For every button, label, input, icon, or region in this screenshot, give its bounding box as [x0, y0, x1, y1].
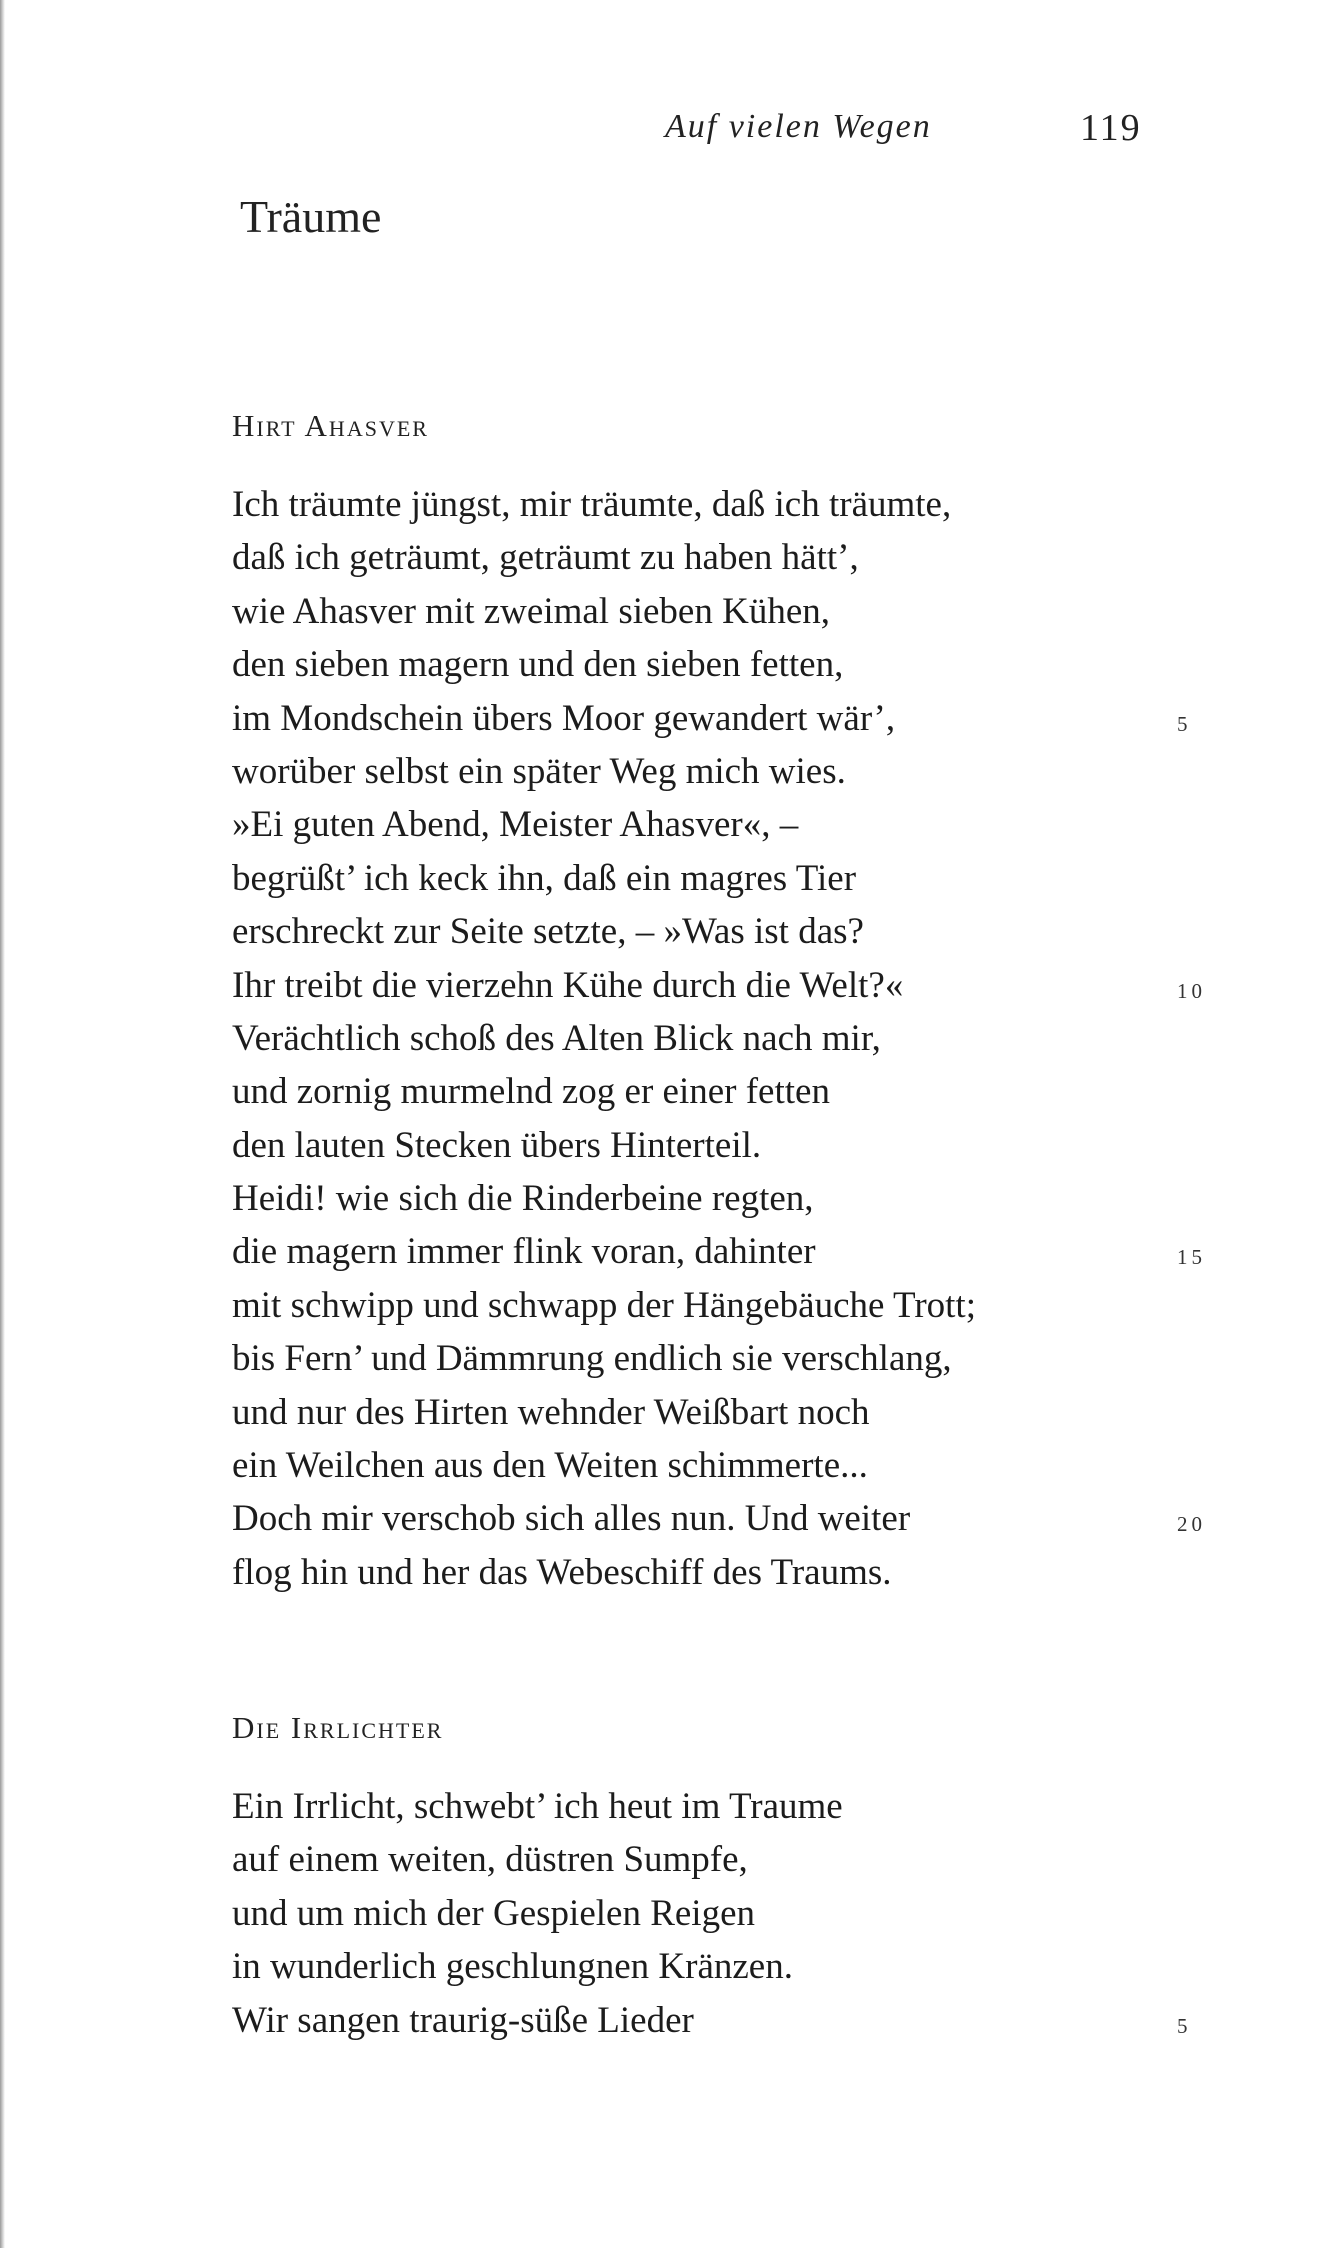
verse-line: [232, 638, 1232, 691]
verse-text: Wir sangen traurig-süße Lieder: [232, 1999, 694, 2041]
verse-text: worüber selbst ein später Weg mich wies.: [232, 750, 846, 792]
page-number: 119: [1080, 107, 1142, 149]
verse-list: [232, 478, 1232, 1599]
verse-line: [232, 1332, 1232, 1385]
verse-text: im Mondschein übers Moor gewandert wär’,: [232, 697, 896, 739]
verse-text: den lauten Stecken übers Hinterteil.: [232, 1124, 762, 1166]
page-edge: [0, 0, 5, 2248]
verse-text: und zornig murmelnd zog er einer fetten: [232, 1071, 830, 1113]
verse-line: [232, 585, 1232, 638]
verse-text: und nur des Hirten wehnder Weißbart noch: [232, 1391, 870, 1433]
verse-line: [232, 1887, 1232, 1940]
line-number: 5: [1177, 2013, 1192, 2038]
verse-line: [232, 798, 1232, 851]
verse-text: in wunderlich geschlungnen Kränzen.: [232, 1946, 793, 1988]
poem-die-irrlichter: [232, 1710, 1232, 2047]
verse-text: mit schwipp und schwapp der Hängebäuche Trott;: [232, 1284, 976, 1326]
verse-text: bis Fern’ und Dämmrung endlich sie verschlang,: [232, 1338, 952, 1380]
verse-text: die magern immer flink voran, dahinter: [232, 1231, 816, 1273]
verse-line: [232, 852, 1232, 905]
verse-text: begrüßt’ ich keck ihn, daß ein magres Tier: [232, 857, 857, 899]
running-head: Auf vielen Wegen: [665, 108, 932, 145]
verse-text: Verächtlich schoß des Alten Blick nach mir,: [232, 1017, 881, 1059]
verse-line: [232, 1780, 1232, 1833]
verse-text: auf einem weiten, düstren Sumpfe,: [232, 1839, 748, 1881]
verse-text: Doch mir verschob sich alles nun. Und weiter: [232, 1498, 911, 1540]
poem-hirt-ahasver: [232, 408, 1232, 1599]
verse-line: [232, 692, 1232, 745]
verse-text: ein Weilchen aus den Weiten schimmerte...: [232, 1445, 868, 1487]
verse-text: Ich träumte jüngst, mir träumte, daß ich träumte,: [232, 484, 952, 525]
verse-line: [232, 531, 1232, 584]
verse-line: [232, 1439, 1232, 1492]
verse-text: und um mich der Gespielen Reigen: [232, 1892, 756, 1934]
verse-line: [232, 1119, 1232, 1172]
verse-text: wie Ahasver mit zweimal sieben Kühen,: [232, 590, 830, 632]
verse-text: erschreckt zur Seite setzte, – »Was ist das?: [232, 911, 864, 953]
verse-line: [232, 1279, 1232, 1332]
line-number: 10: [1177, 978, 1206, 1003]
verse-list: [232, 1780, 1232, 2047]
verse-line: [232, 1386, 1232, 1439]
verse-text: Ein Irrlicht, schwebt’ ich heut im Traume: [232, 1786, 843, 1827]
poem-title: Hirt Ahasver: [232, 408, 429, 443]
poem-title: Die Irrlichter: [232, 1710, 444, 1745]
verse-line: [232, 1012, 1232, 1065]
verse-line: [232, 1172, 1232, 1225]
verse-line: [232, 1065, 1232, 1118]
verse-text: den sieben magern und den sieben fetten,: [232, 644, 844, 686]
verse-text: Heidi! wie sich die Rinderbeine regten,: [232, 1178, 814, 1220]
verse-line: [232, 1994, 1232, 2047]
verse-text: daß ich geträumt, geträumt zu haben hätt’,: [232, 537, 859, 579]
line-number: 15: [1177, 1245, 1206, 1270]
verse-line: [232, 1225, 1232, 1278]
line-number: 5: [1177, 711, 1192, 736]
verse-line: [232, 745, 1232, 798]
verse-text: »Ei guten Abend, Meister Ahasver«, –: [232, 804, 799, 846]
verse-text: Ihr treibt die vierzehn Kühe durch die Welt?«: [232, 964, 904, 1006]
verse-line: [232, 1940, 1232, 1993]
section-title: Träume: [240, 191, 382, 242]
verse-line: [232, 1492, 1232, 1545]
verse-line: [232, 1546, 1232, 1599]
verse-line: [232, 1833, 1232, 1886]
verse-line: [232, 905, 1232, 958]
line-number: 20: [1177, 1512, 1206, 1537]
verse-line: [232, 959, 1232, 1012]
verse-text: flog hin und her das Webeschiff des Traums.: [232, 1551, 892, 1593]
verse-line: [232, 478, 1232, 531]
